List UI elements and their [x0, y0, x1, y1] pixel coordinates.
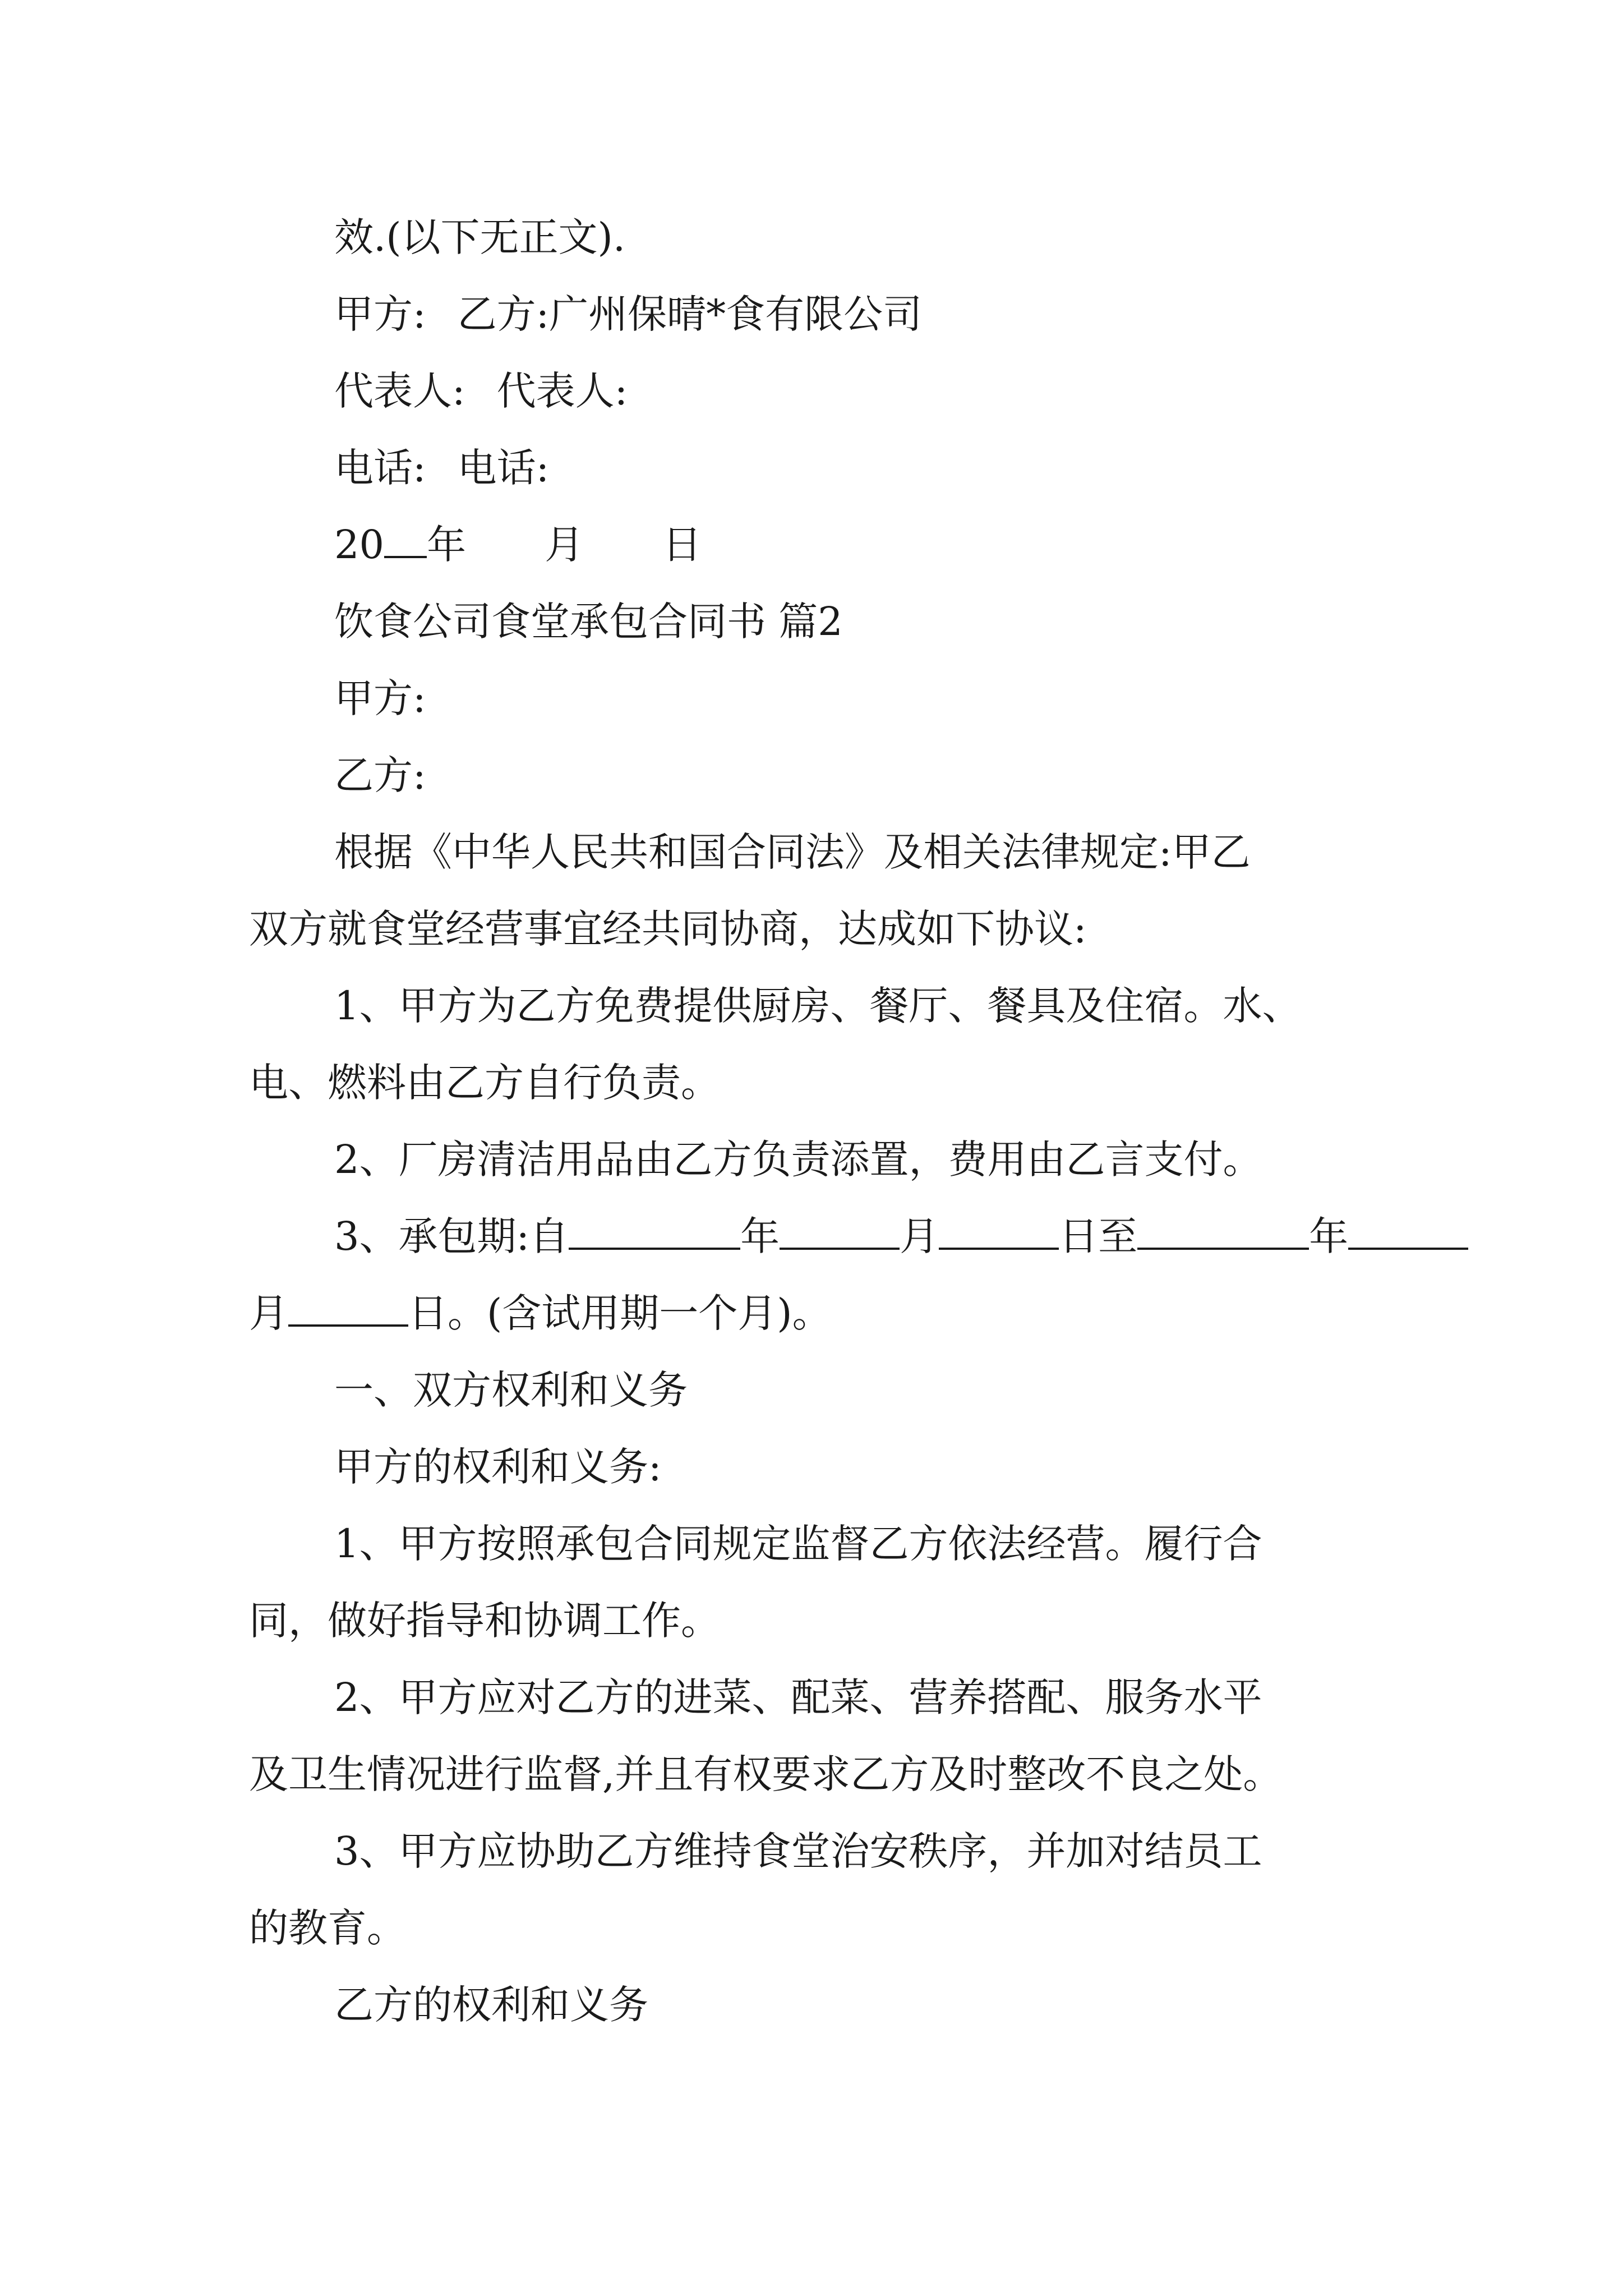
- text-line: 同，做好指导和协调工作。: [249, 1598, 720, 1644]
- paragraph-closing: [249, 199, 1393, 276]
- day-to-label: 日至: [1059, 1213, 1138, 1259]
- text-line: 及卫生情况进行监督,并且有权要求乙方及时整改不良之处。: [249, 1751, 1283, 1797]
- text-line: 2、甲方应对乙方的进菜、配菜、营养搭配、服务水平: [334, 1674, 1262, 1720]
- text-line: 1、甲方按照承包合同规定监督乙方依法经营。履行合: [334, 1521, 1262, 1567]
- a-clause-2-cont: [249, 1736, 1393, 1813]
- phone-b-label: 电话:: [457, 445, 550, 491]
- party-b-line: [249, 737, 1393, 814]
- text-line: 一、双方权利和义务: [334, 1367, 688, 1413]
- blank-line: [384, 522, 427, 558]
- year-label: 年: [740, 1213, 780, 1259]
- date-year-label: 年: [427, 522, 467, 568]
- signature-representatives: [249, 353, 1393, 430]
- section-title: [249, 583, 1393, 660]
- a-clause-2: [249, 1659, 1393, 1736]
- month-label: 月: [249, 1290, 288, 1336]
- text-line: 乙方的权利和义务: [334, 1982, 648, 2028]
- text-line: 效.(以下无正文).: [334, 214, 626, 260]
- clause-1: [249, 968, 1393, 1045]
- text-line: 3、甲方应协助乙方维持食堂治安秩序，并加对结员工: [334, 1828, 1262, 1874]
- phone-a-label: 电话:: [334, 445, 426, 491]
- text-line: 根据《中华人民共和国合同法》及相关法律规定:甲乙: [334, 829, 1251, 875]
- party-b-label: 乙方:广州保晴*食有限公司: [457, 291, 923, 337]
- clause-2: [249, 1121, 1393, 1198]
- paragraph-intro: [249, 814, 1393, 891]
- a-clause-3: [249, 1813, 1393, 1890]
- text-line: 甲方的权利和义务:: [334, 1444, 662, 1490]
- text-line: 双方就食堂经营事宜经共同协商，达成如下协议:: [249, 906, 1087, 952]
- blank-line: [1348, 1214, 1468, 1250]
- text-line: 甲方:: [334, 675, 426, 721]
- heading-rights: [249, 1352, 1393, 1429]
- a-clause-1: [249, 1506, 1393, 1582]
- year-label: 年: [1309, 1213, 1349, 1259]
- clause-3: [249, 1198, 1393, 1275]
- blank-line: [569, 1214, 740, 1250]
- representative-a-label: 代表人:: [334, 368, 465, 414]
- blank-line: [939, 1214, 1059, 1250]
- blank-line: [288, 1291, 408, 1327]
- date-year-prefix: 20: [334, 522, 385, 568]
- contract-title: 饮食公司食堂承包合同书 篇2: [334, 599, 843, 645]
- text-line: 日。(含试用期一个月)。: [408, 1290, 832, 1336]
- signature-phones: [249, 430, 1393, 507]
- document-body: [249, 199, 1393, 2044]
- signature-date: [249, 507, 1393, 583]
- blank-line: [780, 1214, 900, 1250]
- party-a-line: [249, 660, 1393, 737]
- text-line: 3、承包期:自: [334, 1213, 569, 1259]
- heading-party-a-rights: [249, 1429, 1393, 1506]
- heading-party-b-rights: [249, 1967, 1393, 2044]
- text-line: 电、燃料由乙方自行负责。: [249, 1060, 720, 1106]
- party-a-label: 甲方:: [334, 291, 426, 337]
- text-line: 2、厂房清洁用品由乙方负责添置，费用由乙言支付。: [334, 1137, 1262, 1182]
- date-day-label: 日: [662, 522, 702, 568]
- clause-3-cont: [249, 1275, 1393, 1352]
- date-month-label: 月: [545, 522, 584, 568]
- representative-b-label: 代表人:: [496, 368, 628, 414]
- a-clause-1-cont: [249, 1582, 1393, 1659]
- text-line: 乙方:: [334, 752, 426, 798]
- paragraph-intro-cont: [249, 891, 1393, 968]
- clause-1-cont: [249, 1045, 1393, 1121]
- text-line: 的教育。: [249, 1905, 406, 1951]
- text-line: 1、甲方为乙方免费提供厨房、餐厅、餐具及住宿。水、: [334, 983, 1302, 1029]
- blank-line: [1137, 1214, 1309, 1250]
- month-label: 月: [900, 1213, 939, 1259]
- signature-parties: [249, 276, 1393, 353]
- a-clause-3-cont: [249, 1890, 1393, 1967]
